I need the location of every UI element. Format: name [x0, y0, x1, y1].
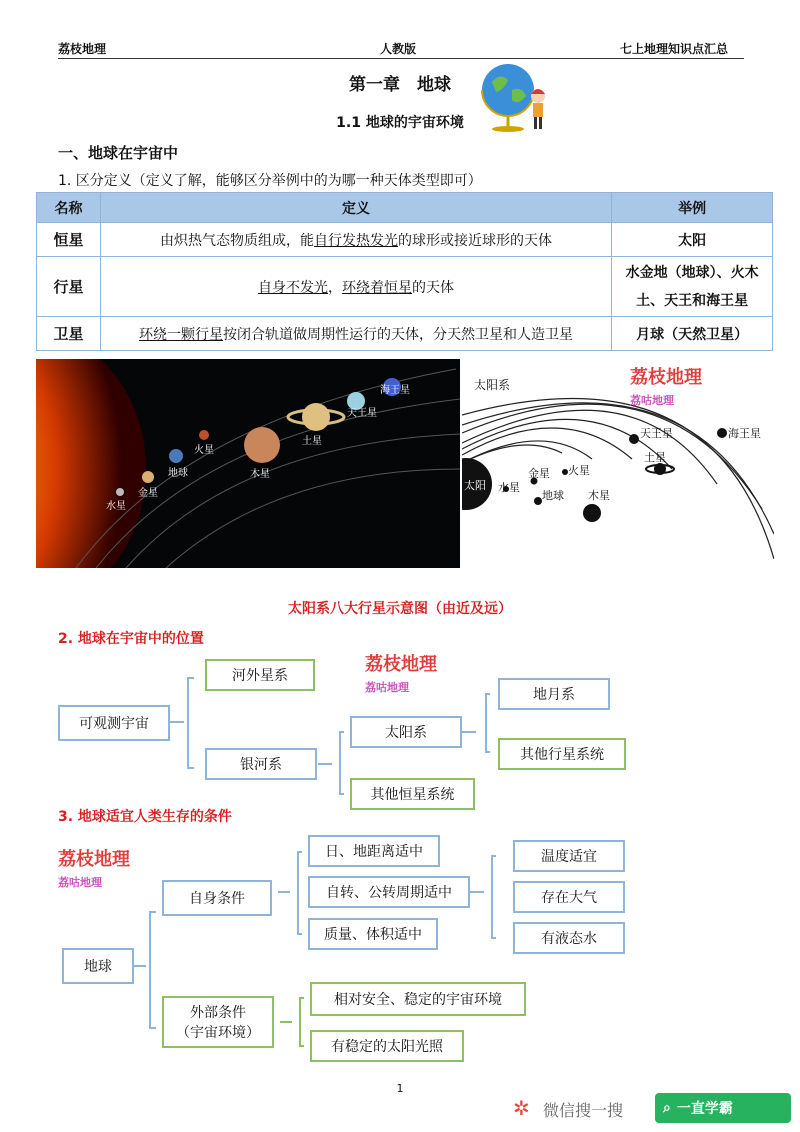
row-name: 行星	[37, 257, 101, 317]
logo-subtext: 荔咕地理	[58, 876, 102, 889]
node-atmosphere: 存在大气	[513, 881, 625, 913]
logo-text: 荔枝地理	[58, 849, 130, 870]
def-underlined: 环绕一颗行星	[139, 326, 224, 343]
node-solar-system: 太阳系	[350, 716, 462, 748]
node-stable-sunlight: 有稳定的太阳光照	[310, 1030, 464, 1062]
diagram-label-saturn: 土星	[644, 451, 666, 464]
node-other-planet-systems: 其他行星系统	[498, 738, 626, 770]
photo-label-mercury: 水星	[106, 501, 126, 512]
def-text: ，	[328, 279, 343, 296]
def-text: 由炽热气态物质组成，能	[160, 232, 315, 249]
row-definition	[100, 257, 611, 317]
node-safe-environment: 相对安全、稳定的宇宙环境	[310, 982, 526, 1016]
col-header-example: 举例	[612, 193, 773, 223]
brand-logo	[630, 363, 702, 408]
def-underlined: 自行发热发光	[314, 232, 399, 249]
diagram-label-neptune: 海王星	[728, 427, 761, 440]
diagram-label-venus: 金星	[528, 467, 550, 480]
photo-label-earth: 地球	[168, 468, 188, 479]
table-row	[37, 317, 773, 351]
photo-label-jupiter: 木星	[250, 469, 270, 480]
search-icon: ⌕	[663, 1100, 671, 1116]
col-header-definition: 定义	[100, 193, 611, 223]
col-header-name: 名称	[37, 193, 101, 223]
watermark-search-box[interactable]	[655, 1093, 791, 1123]
diagram-title: 太阳系	[474, 378, 511, 392]
watermark-search-text: 一直学霸	[676, 1101, 733, 1117]
external-sublabel: （宇宙环境）	[176, 1025, 260, 1041]
node-temperature: 温度适宜	[513, 840, 625, 872]
figure-caption: 太阳系八大行星示意图（由近及远）	[288, 601, 512, 617]
def-underlined: 环绕着恒星	[342, 279, 413, 296]
node-external-conditions	[162, 996, 274, 1048]
node-self-conditions: 自身条件	[162, 880, 272, 916]
header-divider	[58, 58, 744, 59]
solar-system-diagram-art	[462, 359, 774, 568]
logo-subtext: 荔咕地理	[630, 394, 674, 407]
watermark-text: 微信搜一搜	[543, 1101, 624, 1120]
diagram-label-mars: 火星	[568, 464, 590, 477]
node-rotation-period: 自转、公转周期适中	[308, 876, 470, 908]
node-milky-way: 银河系	[205, 748, 317, 780]
row-name: 卫星	[37, 317, 101, 351]
globe-girl-illustration	[478, 60, 553, 132]
section1-heading: 一、地球在宇宙中	[58, 144, 179, 162]
row-definition	[100, 317, 611, 351]
def-underlined: 自身不发光	[258, 279, 329, 296]
solar-system-photo-art	[36, 359, 460, 568]
wechat-search-icon: ✲	[513, 1096, 530, 1120]
logo-subtext: 荔咕地理	[365, 681, 409, 694]
def-text: 的天体	[412, 279, 455, 296]
table-row	[37, 223, 773, 257]
photo-label-uranus: 天王星	[347, 408, 377, 419]
wechat-search-watermark	[505, 1090, 795, 1128]
row-definition	[100, 223, 611, 257]
def-text: 的球形或接近球形的天体	[398, 232, 553, 249]
node-other-star-systems: 其他恒星系统	[350, 778, 475, 810]
node-extragalactic: 河外星系	[205, 659, 315, 691]
photo-label-neptune: 海王星	[380, 385, 410, 396]
diagram-label-mercury: 水星	[498, 481, 520, 494]
diagram-label-sun: 太阳	[464, 479, 486, 492]
row-example: 水金地（地球）、火木土、天王和海王星	[612, 257, 773, 317]
section-title: 1.1 地球的宇宙环境	[336, 115, 464, 131]
diagram-label-uranus: 天王星	[640, 427, 673, 440]
section2-heading: 2. 地球在宇宙中的位置	[58, 631, 204, 647]
external-label: 外部条件	[190, 1005, 246, 1021]
diagram-label-jupiter: 木星	[588, 489, 610, 502]
table-header-row	[37, 193, 773, 223]
row-example: 太阳	[612, 223, 773, 257]
node-mass-volume: 质量、体积适中	[308, 918, 438, 950]
section1-item: 1. 区分定义（定义了解，能够区分举例中的为哪一种天体类型即可）	[58, 173, 482, 189]
header-left: 荔枝地理	[58, 42, 107, 56]
solar-system-diagram	[462, 359, 774, 568]
page-number: 1	[396, 1082, 404, 1095]
header-center: 人教版	[380, 42, 417, 56]
table-row	[37, 257, 773, 317]
solar-system-photo	[36, 359, 460, 568]
node-sun-earth-distance: 日、地距离适中	[308, 835, 440, 867]
def-text: 按闭合轨道做周期性运行的天体，分天然卫星和人造卫星	[223, 326, 574, 343]
node-observable-universe: 可观测宇宙	[58, 705, 170, 741]
logo-text: 荔枝地理	[630, 367, 702, 388]
header-right: 七上地理知识点汇总	[620, 42, 729, 56]
section3-heading: 3. 地球适宜人类生存的条件	[58, 809, 232, 825]
node-earth-moon: 地月系	[498, 678, 610, 710]
row-name: 恒星	[37, 223, 101, 257]
node-liquid-water: 有液态水	[513, 922, 625, 954]
photo-label-mars: 火星	[194, 445, 214, 456]
row-example: 月球（天然卫星）	[612, 317, 773, 351]
definition-table	[36, 192, 773, 351]
logo-text: 荔枝地理	[365, 654, 437, 675]
photo-label-saturn: 土星	[302, 436, 322, 447]
node-earth: 地球	[62, 948, 134, 984]
diagram-label-earth: 地球	[542, 489, 564, 502]
photo-label-venus: 金星	[138, 488, 158, 499]
chapter-title: 第一章 地球	[349, 75, 451, 95]
